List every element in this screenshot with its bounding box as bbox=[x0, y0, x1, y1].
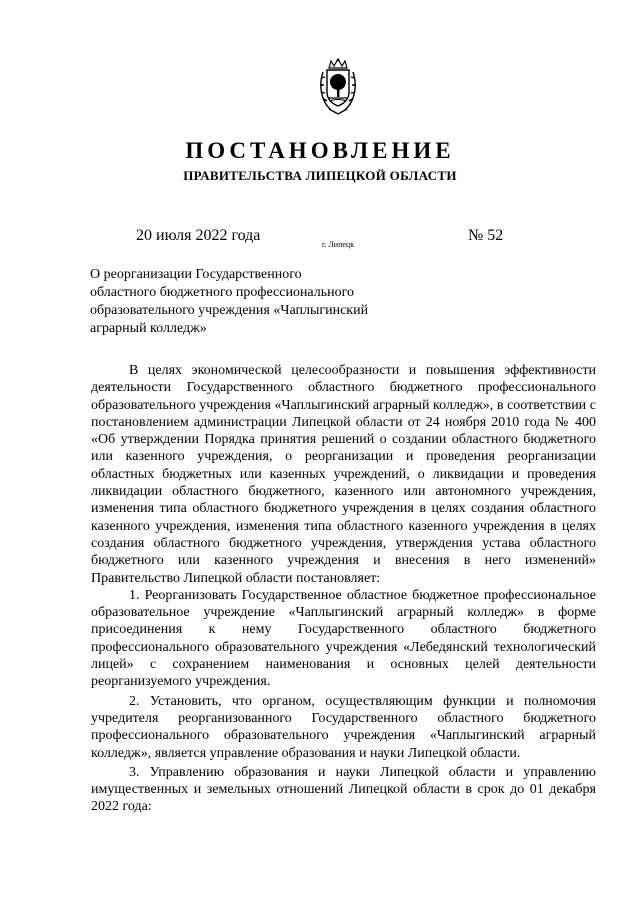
subject-line: образовательного учреждения «Чаплыгинский bbox=[90, 303, 369, 318]
subject-line: аграрный колледж» bbox=[90, 321, 207, 336]
preamble-paragraph: В целях экономической целесообразности и повышения эффективности деятельности Государственного областного бюджетного профессионального образовательного учреждения «Чаплыгинский аграрный колледж», в соответствии с постановлением администрации Липецкой области от 24 ноября 2010 года № 400 «Об утверждении Порядка принятия решений о создании областного бюджетного или казенного учреждения, о реорганизации и проведения реорганизации областных бюджетных или казенных учреждений, о ликвидации и проведения ликвидации областного бюджетного, казенного или автономного учреждения, изменения типа областного бюджетного учреждения в целях создания областного казенного учреждения, изменения типа областного казенного учреждения в целях создания областного бюджетного учреждения, утверждения устава областного бюджетного или казенного учреждения и внесения в него изменений» Правительство Липецкой области постановляет: bbox=[91, 363, 596, 586]
subject-line: областного бюджетного профессионального bbox=[90, 285, 355, 300]
clause-2-paragraph: 2. Установить, что органом, осуществляющим функции и полномочия учредителя реорганизованного Государственного областного бюджетного профессионального образовательного учреждения «Чаплыгинский аграрный колледж», является управление образования и науки Липецкой области. bbox=[91, 693, 596, 761]
document-place: г. Липецк bbox=[322, 240, 355, 249]
document-date: 20 июля 2022 года bbox=[136, 227, 261, 244]
issuing-authority: ПРАВИТЕЛЬСТВА ЛИПЕЦКОЙ ОБЛАСТИ bbox=[183, 168, 457, 183]
document-body bbox=[91, 362, 596, 816]
clause-1-paragraph: 1. Реорганизовать Государственное областное бюджетное профессиональное образовательное учреждение «Чаплыгинский аграрный колледж» в форме присоединения к нему Государственного областного бюджетного профессионального образовательного учреждения «Лебедянский технологический лицей» с сохранением наименования и основных целей деятельности реорганизуемого учреждения. bbox=[91, 587, 596, 690]
clause-3-paragraph: 3. Управлению образования и науки Липецкой области и управлению имущественных и земельных отношений Липецкой области в срок до 01 декабря 2022 года: bbox=[91, 764, 596, 815]
document-number: № 52 bbox=[468, 227, 504, 244]
document-title: ПОСТАНОВЛЕНИЕ bbox=[185, 138, 455, 163]
coat-of-arms-icon bbox=[317, 58, 359, 116]
subject-line: О реорганизации Государственного bbox=[90, 267, 302, 282]
document-subject bbox=[90, 266, 410, 338]
